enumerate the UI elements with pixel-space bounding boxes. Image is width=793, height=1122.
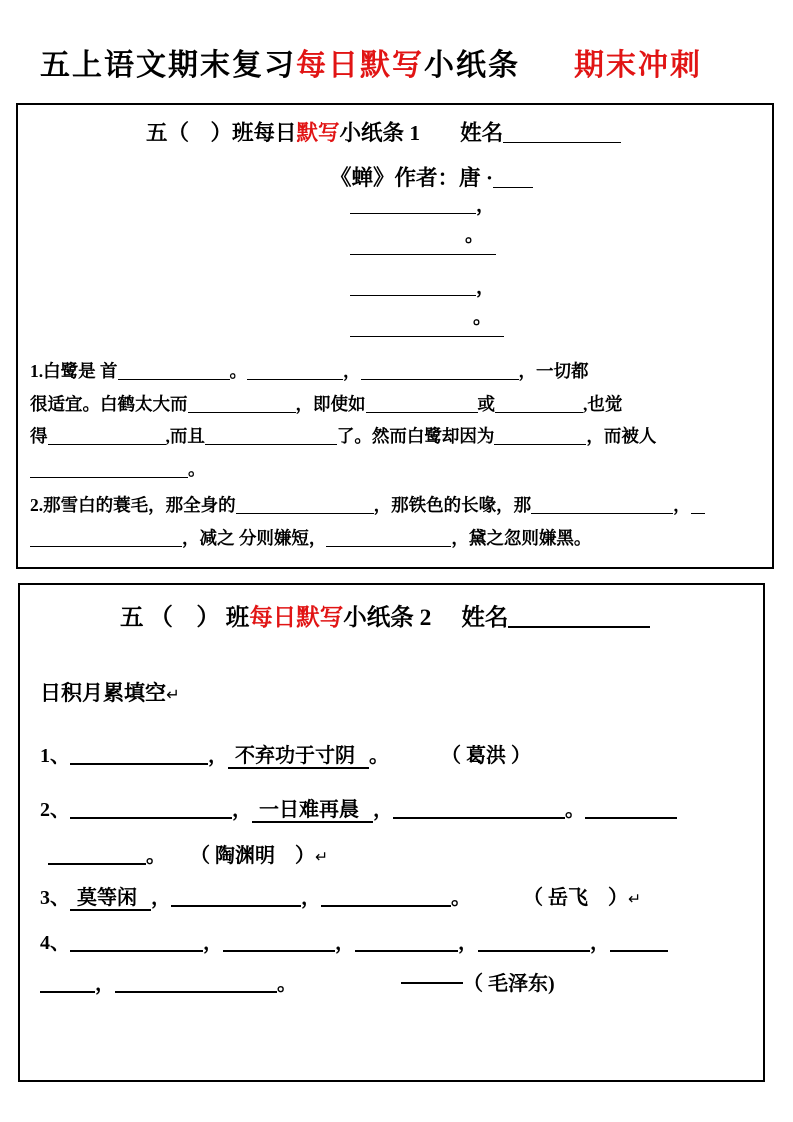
- text: 3、: [40, 887, 70, 909]
- fill-in-blank: [478, 930, 590, 952]
- text: ，: [590, 932, 610, 954]
- spacer: [389, 761, 441, 762]
- paragraph-line: [30, 420, 656, 453]
- fill-in-blank: [30, 459, 188, 478]
- blank-punctuation: 。: [464, 225, 484, 246]
- fill-in-blank: [70, 743, 208, 765]
- text: 。: [277, 973, 297, 995]
- title-text: 五上语文期末复习: [40, 49, 296, 82]
- fill-in-blank: [188, 394, 296, 413]
- text: ，: [208, 745, 228, 767]
- item-line: [40, 875, 641, 922]
- fill-in-blank: [223, 930, 335, 952]
- paragraph-line: [30, 522, 705, 555]
- text: ，: [151, 887, 171, 909]
- text: ,而且: [165, 426, 205, 446]
- text: 或: [477, 393, 495, 414]
- text: （ 岳飞 ）: [523, 887, 628, 909]
- dictation-slip-2: [18, 583, 765, 1082]
- text: ，: [373, 799, 393, 821]
- fill-in-blank: [610, 930, 668, 952]
- text: 2.那雪白的蓑毛，那全身的: [30, 495, 236, 515]
- text: 姓名: [461, 605, 509, 631]
- text: 1、: [40, 745, 70, 767]
- text: 。: [369, 745, 389, 767]
- fill-in-blank: [48, 427, 166, 446]
- text: ，: [476, 277, 496, 298]
- text: 。: [146, 845, 166, 867]
- text: ，: [95, 973, 115, 995]
- text: 。: [229, 361, 247, 381]
- text: ，黛之忽则嫌黑。: [451, 528, 592, 548]
- text: ，: [458, 932, 478, 954]
- text: ，减之 分则嫌短，: [182, 528, 327, 548]
- fill-in-blank: [503, 121, 621, 144]
- spacer: [471, 903, 523, 904]
- title-red-text: 每日默写: [296, 49, 424, 82]
- text: 2、: [40, 799, 70, 821]
- fill-in-blank: [691, 496, 705, 515]
- fill-in-blank: [30, 529, 182, 548]
- fill-in-blank: [495, 394, 583, 413]
- slip1-header: [146, 116, 621, 147]
- fill-item-2: [40, 787, 677, 880]
- fill-in-blank: [70, 797, 232, 819]
- title-sprint-label: 期末冲刺: [574, 49, 702, 82]
- title-text: 小纸条: [424, 49, 520, 82]
- fill-in-blank: [247, 362, 343, 381]
- text: ，: [203, 932, 223, 954]
- fill-item-1: [40, 733, 531, 779]
- blank-punctuation: 。: [472, 307, 492, 328]
- text: ，: [673, 495, 691, 515]
- fill-in-blank: [350, 194, 476, 214]
- text: 。: [565, 799, 585, 821]
- fill-in-blank: [326, 529, 451, 548]
- spacer: [40, 861, 48, 862]
- text: （ 陶渊明 ）: [190, 845, 315, 867]
- fill-in-blank: [350, 307, 504, 337]
- paragraph-line: [30, 489, 705, 522]
- fill-in-blank: [321, 885, 451, 907]
- fill-in-blank: [171, 885, 301, 907]
- item-line: [40, 787, 677, 833]
- text: ，而被人: [586, 426, 657, 446]
- item-line: [40, 733, 531, 779]
- dictation-slip-1: [16, 103, 774, 569]
- fill-in-blank: [205, 427, 337, 446]
- text: ，即使如: [295, 393, 366, 414]
- text: ，: [301, 887, 321, 909]
- paragraph-return-mark: ↵: [628, 890, 642, 908]
- text: ，: [232, 799, 252, 821]
- spacer: [297, 989, 401, 990]
- fill-in-blank: [366, 394, 478, 413]
- fill-in-blank: [393, 797, 565, 819]
- fill-in-blank: [531, 496, 673, 515]
- text: ,也觉: [583, 393, 623, 414]
- item-line: [40, 964, 668, 1005]
- text: （ 葛洪 ）: [441, 745, 531, 767]
- fill-in-blank: [585, 797, 677, 819]
- fill-in-blank: [350, 276, 476, 296]
- paragraph-line: [30, 355, 656, 388]
- fill-in-blank: [361, 362, 519, 381]
- fill-in-blank: [70, 930, 203, 952]
- underlined-answer-text: 一日难再晨: [252, 799, 373, 823]
- fill-in-blank: [355, 930, 458, 952]
- text: （ 毛泽东): [463, 973, 555, 995]
- egret-paragraph-2: [30, 489, 705, 555]
- fill-item-4: [40, 923, 668, 1005]
- text: ，: [343, 361, 361, 381]
- fill-in-blank: [115, 971, 277, 993]
- paragraph-return-mark: ↵: [166, 685, 180, 704]
- fill-in-blank: [40, 971, 95, 993]
- egret-paragraph-1: [30, 355, 656, 485]
- poem-blank-lines: [350, 185, 504, 349]
- text: 。: [188, 458, 206, 479]
- section-label: [40, 677, 180, 707]
- text: 姓名: [460, 121, 504, 145]
- text: 4、: [40, 932, 70, 954]
- underlined-answer-text: 莫等闲: [70, 887, 151, 911]
- text: ，: [476, 195, 496, 216]
- text: 很适宜。白鹤太大而: [30, 393, 188, 414]
- text: 日积月累填空: [40, 681, 166, 705]
- fill-in-blank: [494, 427, 586, 446]
- text: ，那铁色的长喙，那: [373, 495, 532, 515]
- text: 。: [451, 887, 471, 909]
- item-line: [40, 833, 677, 880]
- slip2-header: [120, 598, 650, 632]
- spacer: [166, 861, 190, 862]
- text: 得: [30, 426, 48, 446]
- text: 五（ ）班每日: [146, 121, 297, 145]
- poem-line: [350, 308, 504, 349]
- text: 小纸条 1: [339, 121, 421, 145]
- fill-in-blank: [508, 603, 650, 629]
- item-line: [40, 923, 668, 964]
- text: 《蝉》作者：唐 ·: [330, 166, 494, 190]
- text: ，一切都: [518, 361, 589, 381]
- page-title: [40, 40, 702, 84]
- fill-in-blank: [118, 362, 230, 381]
- underlined-answer-text: 不弃功于寸阴: [228, 745, 369, 769]
- spacer: [420, 139, 460, 140]
- fill-item-3: [40, 875, 641, 922]
- poem-line: [350, 226, 504, 267]
- dash-line: [401, 982, 463, 984]
- red-text: 默写: [296, 121, 340, 145]
- text: ，: [335, 932, 355, 954]
- text: 了。然而白鹭却因为: [336, 426, 495, 446]
- fill-in-blank: [350, 225, 496, 255]
- paragraph-line: [30, 388, 656, 421]
- text: 五 （ ） 班: [120, 605, 250, 631]
- paragraph-line: [30, 453, 656, 486]
- paragraph-return-mark: ↵: [315, 848, 329, 866]
- fill-in-blank: [236, 496, 374, 515]
- text: 1.白鹭是 首: [30, 361, 118, 381]
- fill-in-blank: [48, 843, 146, 865]
- spacer: [431, 624, 461, 625]
- red-text: 每日默写: [249, 605, 344, 631]
- text: 小纸条 2: [343, 605, 432, 631]
